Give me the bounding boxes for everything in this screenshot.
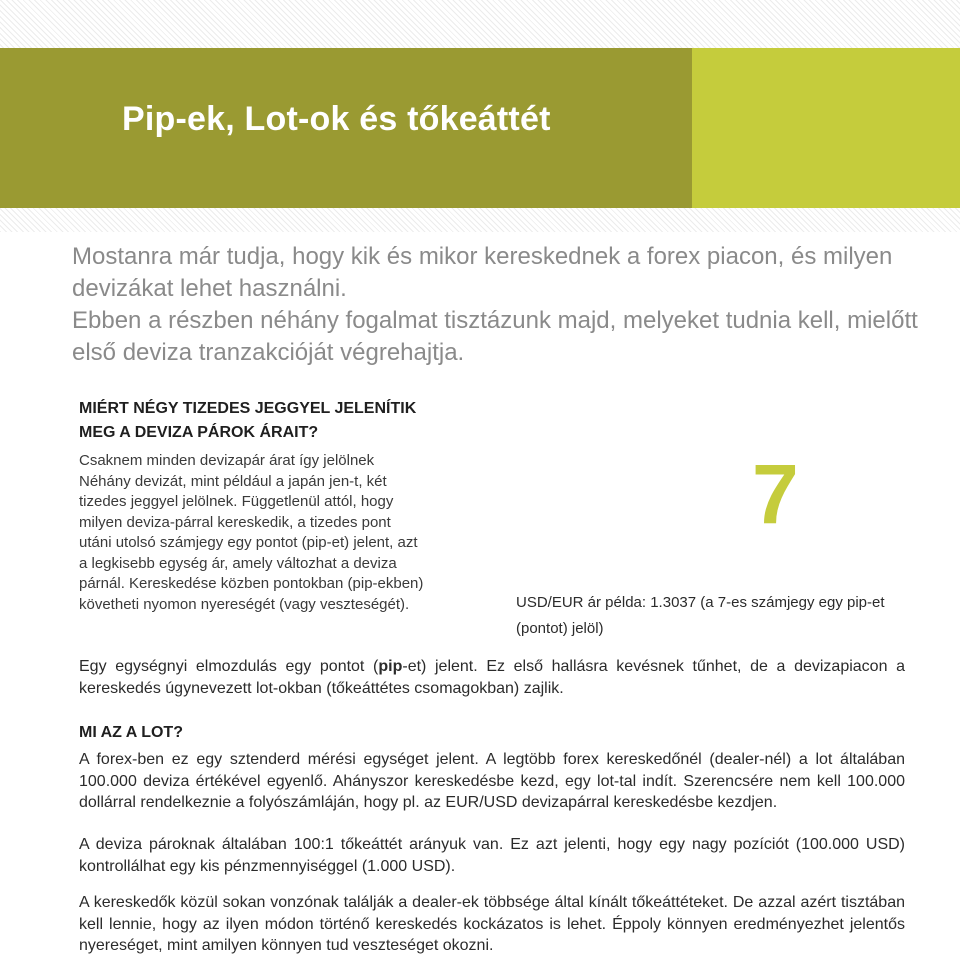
section-heading-four-decimals: MIÉRT NÉGY TIZEDES JEGGYEL JELENÍTIK MEG A DEVIZA PÁROK ÁRAIT? — [79, 400, 417, 441]
pip-paragraph-before: Egy egységnyi elmozdulás egy pontot ( — [79, 658, 379, 675]
pip-paragraph-after: -et) jelent. Ez első hallásra kevésnek tűnhet, de a devizapiacon a kereskedés úgynevezett lot-okban (tőkeáttétes csomagokban) zajlik. — [79, 658, 906, 697]
intro-line-1: Mostanra már tudja, hogy kik és mikor kereskednek a forex piacon, és milyen devizákat lehet használni. — [72, 243, 893, 302]
pip-explanation-paragraph — [79, 656, 905, 699]
header-band-lime — [692, 48, 960, 208]
pip-example-caption: USD/EUR ár példa: 1.3037 (a 7-es számjegy egy pip-et (pontot) jelöl) — [516, 594, 885, 637]
section-heading-lot: MI AZ A LOT? — [79, 724, 183, 741]
section-body-four-decimals: Csaknem minden devizapár árat így jelölnek Néhány devizát, mint például a japán jen-t, két tizedes jeggyel jelölnek. Függetlenül attól, hogy milyen deviza-párral kereskedik, a tizedes pont utáni utolsó számjegy egy pontot (pip-et) jelent, azt a legkisebb egység ár, amely változhat a deviza párnál. Kereskedése közben pontokban (pip-ekben) követheti nyomon nyereségét (vagy veszteségét). — [79, 452, 424, 613]
pip-bold-term: pip — [378, 658, 403, 675]
intro-text — [72, 241, 942, 369]
intro-line-2: Ebben a részben néhány fogalmat tisztázunk majd, melyeket tudnia kell, mielőtt első deviza tranzakcióját végrehajtja. — [72, 307, 918, 366]
pip-digit-highlight: 7 — [752, 447, 799, 541]
lot-paragraph-2: A deviza pároknak általában 100:1 tőkeáttét arányuk van. Ez azt jelenti, hogy egy nagy pozíciót (100.000 USD) kontrollálhat egy kis pénzmennyiséggel (1.000 USD). — [79, 836, 905, 875]
lot-paragraph-1: A forex-ben ez egy sztenderd mérési egységet jelent. A legtöbb forex kereskedőnél (dealer-nél) a lot általában 100.000 deviza értékével egyenlő. Ahányszor kereskedésbe kezd, egy lot-tal indít. Szerencsére nem kell 100.000 dollárral rendelkeznie a folyószámláján, hogy pl. az EUR/USD devizapárral kereskedésbe kezdjen. — [79, 751, 905, 811]
lot-paragraph-3: A kereskedők közül sokan vonzónak találják a dealer-ek többsége által kínált tőkeáttéteket. De azzal azért tisztában kell lennie, hogy az ilyen módon történő kereskedés kockázatos is lehet. Éppoly könnyen eredményezhet jelentős nyereséget, mint amilyen könnyen tud veszteséget okozni. — [79, 894, 905, 954]
page-title: Pip-ek, Lot-ok és tőkeáttét — [122, 100, 551, 138]
